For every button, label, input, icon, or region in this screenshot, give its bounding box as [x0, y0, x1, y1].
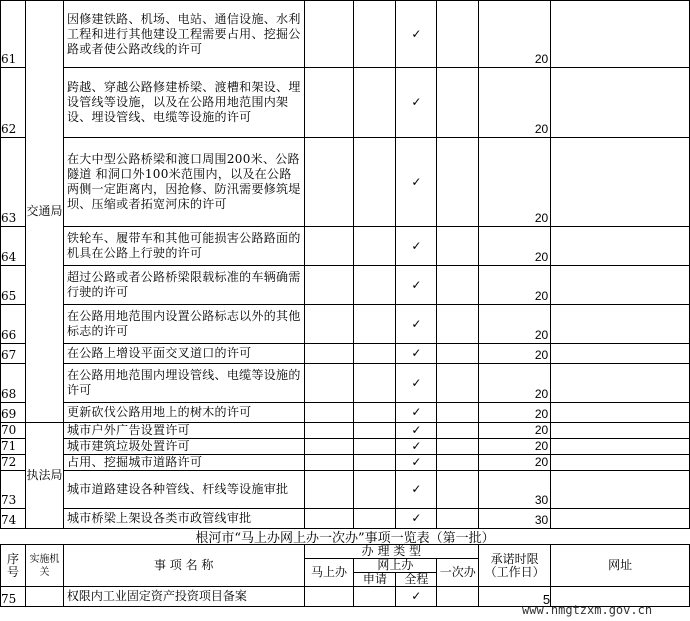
- table-row: [1, 344, 690, 364]
- cell-once: [437, 423, 479, 439]
- promise-days: 20: [479, 423, 551, 439]
- check-mark: ✓: [396, 227, 437, 266]
- table-row: [1, 68, 690, 138]
- row-number: 63: [1, 138, 26, 227]
- cell-once: [437, 509, 479, 529]
- row-number: 69: [1, 403, 26, 423]
- watermark-url: www.nmgtzxm.gov.cn: [522, 603, 653, 617]
- promise-days: 30: [479, 471, 551, 509]
- cell-apply: [354, 138, 396, 227]
- check-mark: ✓: [396, 138, 437, 227]
- cell-once: [437, 587, 479, 607]
- promise-days: 20: [479, 305, 551, 344]
- table-row: [1, 403, 690, 423]
- item-name: 超过公路或者公路桥梁限载标准的车辆确需行驶的许可: [63, 266, 304, 305]
- header-url: 网址: [551, 545, 690, 587]
- item-name: 更新砍伐公路用地上的树木的许可: [63, 403, 304, 423]
- cell-immediate: [304, 305, 354, 344]
- check-mark: ✓: [396, 266, 437, 305]
- header-online: 网上办: [354, 559, 437, 573]
- item-name: 城市建筑垃圾处置许可: [63, 439, 304, 455]
- cell-once: [437, 138, 479, 227]
- cell-once: [437, 403, 479, 423]
- row-number: 66: [1, 305, 26, 344]
- cell-url: [551, 455, 690, 471]
- cell-once: [437, 227, 479, 266]
- agency-transport: 交通局: [25, 1, 63, 423]
- cell-once: [437, 68, 479, 138]
- item-name: 城市道路建设各种管线、杆线等设施审批: [63, 471, 304, 509]
- row-number: 65: [1, 266, 26, 305]
- check-mark: ✓: [396, 423, 437, 439]
- cell-immediate: [304, 471, 354, 509]
- header-table: [0, 544, 690, 607]
- cell-immediate: [304, 403, 354, 423]
- table-row: [1, 364, 690, 403]
- cell-apply: [354, 403, 396, 423]
- cell-apply: [354, 455, 396, 471]
- promise-days: 20: [479, 138, 551, 227]
- header-once: 一次办: [437, 559, 479, 587]
- item-name: 因修建铁路、机场、电站、通信设施、水利工程和进行其他建设工程需要占用、挖掘公路或者使公路改线的许可: [63, 1, 304, 68]
- item-name: 在公路用地范围内埋设管线、电缆等设施的许可: [63, 364, 304, 403]
- cell-apply: [354, 471, 396, 509]
- header-full: 全程: [396, 573, 437, 587]
- cell-once: [437, 305, 479, 344]
- item-name: 权限内工业固定资产投资项目备案: [63, 587, 304, 607]
- promise-days: 20: [479, 455, 551, 471]
- cell-url: [551, 266, 690, 305]
- cell-apply: [354, 509, 396, 529]
- promise-days: 20: [479, 403, 551, 423]
- cell-url: [551, 138, 690, 227]
- cell-apply: [354, 439, 396, 455]
- cell-apply: [354, 587, 396, 607]
- cell-url: [551, 439, 690, 455]
- table-row: [1, 509, 690, 529]
- check-mark: ✓: [396, 305, 437, 344]
- table-row: [1, 455, 690, 471]
- cell-immediate: [304, 227, 354, 266]
- cell-immediate: [304, 587, 354, 607]
- cell-once: [437, 344, 479, 364]
- row-number: 72: [1, 455, 26, 471]
- cell-url: [551, 68, 690, 138]
- item-name: 占用、挖掘城市道路许可: [63, 455, 304, 471]
- check-mark: ✓: [396, 587, 437, 607]
- header-agency: 实施机关: [25, 545, 63, 587]
- cell-immediate: [304, 423, 354, 439]
- promise-days: 20: [479, 344, 551, 364]
- row-number: 64: [1, 227, 26, 266]
- cell-url: [551, 423, 690, 439]
- cell-immediate: [304, 138, 354, 227]
- row-number: 62: [1, 68, 26, 138]
- header-immediate: 马上办: [304, 559, 354, 587]
- promise-days: 20: [479, 266, 551, 305]
- promise-days: 5: [479, 587, 551, 607]
- cell-apply: [354, 227, 396, 266]
- promise-days: 20: [479, 364, 551, 403]
- row-number: 61: [1, 1, 26, 68]
- agency-enforcement: 执法局: [25, 423, 63, 529]
- promise-days: 20: [479, 227, 551, 266]
- cell-apply: [354, 305, 396, 344]
- check-mark: ✓: [396, 344, 437, 364]
- item-name: 城市户外广告设置许可: [63, 423, 304, 439]
- cell-apply: [354, 364, 396, 403]
- item-name: 跨越、穿越公路修建桥梁、渡槽和架设、埋设管线等设施，以及在公路用地范围内架设、埋设管线、电缆等设施的许可: [63, 68, 304, 138]
- header-name: 事 项 名 称: [63, 545, 304, 587]
- cell-immediate: [304, 455, 354, 471]
- row-number: 74: [1, 509, 26, 529]
- table-row: [1, 439, 690, 455]
- cell-apply: [354, 423, 396, 439]
- header-type-group: 办 理 类 型: [304, 545, 479, 559]
- table-row: [1, 423, 690, 439]
- item-name: 在公路用地范围内设置公路标志以外的其他标志的许可: [63, 305, 304, 344]
- cell-apply: [354, 1, 396, 68]
- table-row: [1, 266, 690, 305]
- promise-days: 20: [479, 1, 551, 68]
- cell-immediate: [304, 344, 354, 364]
- row-number: 68: [1, 364, 26, 403]
- check-mark: ✓: [396, 68, 437, 138]
- cell-url: [551, 305, 690, 344]
- table-row: [1, 138, 690, 227]
- table-row: [1, 1, 690, 68]
- promise-days: 20: [479, 439, 551, 455]
- cell-url: [551, 1, 690, 68]
- table-row: [1, 305, 690, 344]
- cell-once: [437, 455, 479, 471]
- check-mark: ✓: [396, 439, 437, 455]
- header-seq: 序号: [1, 545, 26, 587]
- item-name: 在大中型公路桥梁和渡口周围200米、公路隧道 和洞口外100米范围内，以及在公路两侧一定距离内，因抢修、防汛需要修筑堤坝、压缩或者拓宽河床的许可: [63, 138, 304, 227]
- cell-apply: [354, 266, 396, 305]
- cell-url: [551, 227, 690, 266]
- check-mark: ✓: [396, 364, 437, 403]
- cell-url: [551, 364, 690, 403]
- header-apply: 申请: [354, 573, 396, 587]
- table-title: 根河市“马上办网上办一次办”事项一览表（第一批）: [195, 531, 495, 546]
- cell-once: [437, 471, 479, 509]
- item-name: 铁轮车、履带车和其他可能损害公路路面的机具在公路上行驶的许可: [63, 227, 304, 266]
- cell-url: [551, 509, 690, 529]
- row-number: 75: [1, 587, 26, 607]
- cell-immediate: [304, 364, 354, 403]
- row-number: 71: [1, 439, 26, 455]
- agency-cell: [25, 587, 63, 607]
- cell-url: [551, 403, 690, 423]
- cell-immediate: [304, 1, 354, 68]
- cell-once: [437, 266, 479, 305]
- check-mark: ✓: [396, 471, 437, 509]
- cell-once: [437, 439, 479, 455]
- promise-days: 30: [479, 509, 551, 529]
- cell-url: [551, 344, 690, 364]
- cell-immediate: [304, 509, 354, 529]
- cell-immediate: [304, 266, 354, 305]
- cell-immediate: [304, 439, 354, 455]
- row-number: 67: [1, 344, 26, 364]
- check-mark: ✓: [396, 1, 437, 68]
- row-number: 70: [1, 423, 26, 439]
- table-row: [1, 227, 690, 266]
- cell-once: [437, 1, 479, 68]
- cell-apply: [354, 68, 396, 138]
- cell-immediate: [304, 68, 354, 138]
- check-mark: ✓: [396, 455, 437, 471]
- item-name: 城市桥梁上架设各类市政管线审批: [63, 509, 304, 529]
- row-number: 73: [1, 471, 26, 509]
- table-row: [1, 471, 690, 509]
- promise-days: 20: [479, 68, 551, 138]
- item-name: 在公路上增设平面交叉道口的许可: [63, 344, 304, 364]
- cell-apply: [354, 344, 396, 364]
- header-promise: 承诺时限（工作日）: [479, 545, 551, 587]
- check-mark: ✓: [396, 509, 437, 529]
- cell-once: [437, 364, 479, 403]
- check-mark: ✓: [396, 403, 437, 423]
- cell-url: [551, 471, 690, 509]
